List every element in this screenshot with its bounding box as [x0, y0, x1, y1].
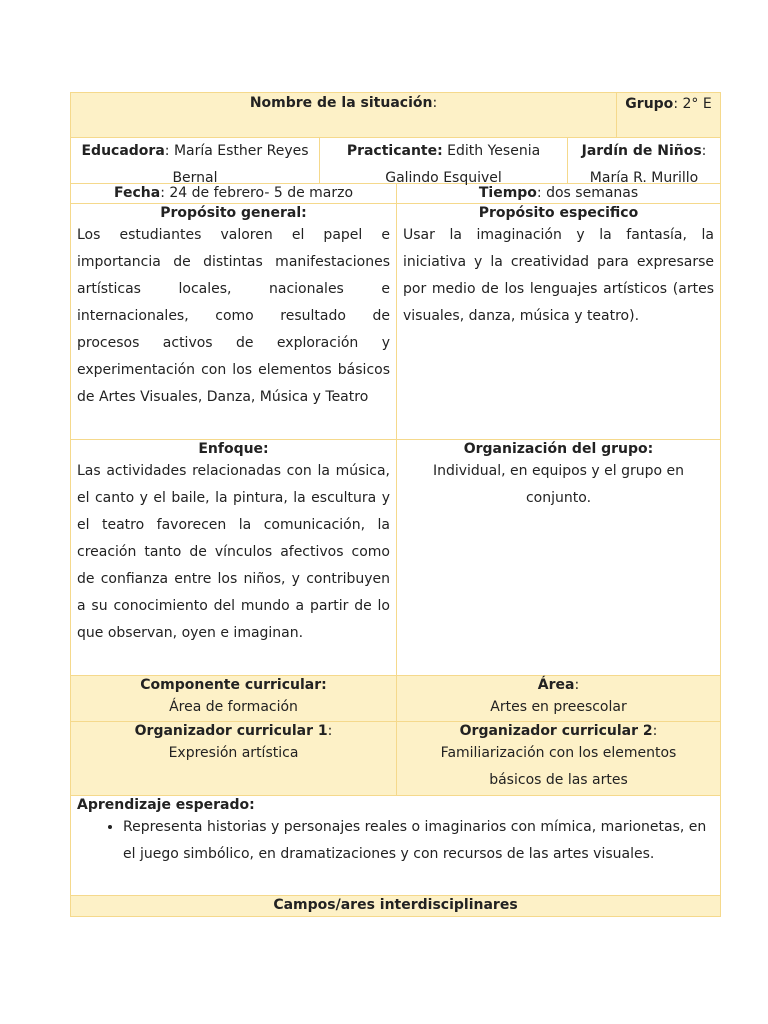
row-fecha: [70, 184, 721, 204]
organizador1-title: Organizador curricular 1: [134, 723, 328, 739]
aprendizaje-list: [77, 814, 714, 868]
enfoque-title: Enfoque:: [198, 441, 269, 457]
proposito-especifico-text: Usar la imaginación y la fantasía, la iniciativa y la creatividad para expresarse por medio de los lenguajes artísticos (artes visuales, danza, música y teatro).: [403, 227, 714, 324]
row-educadora: [70, 138, 721, 184]
jardin-value: : María R. Murillo: [589, 143, 707, 186]
organizador1-suffix: :: [327, 723, 333, 739]
proposito-especifico-cell: [397, 204, 721, 440]
organizador2-cell: [397, 722, 721, 796]
fecha-value: : 24 de febrero- 5 de marzo: [160, 185, 354, 201]
jardin-cell: [568, 138, 721, 184]
campos-cell: [70, 896, 721, 917]
educadora-label: Educadora: [81, 143, 165, 159]
practicante-label: Practicante:: [346, 143, 443, 159]
organizador1-cell: [70, 722, 397, 796]
grupo-cell: [617, 92, 721, 138]
planning-table: [70, 92, 721, 917]
enfoque-text: Las actividades relacionadas con la música, el canto y el baile, la pintura, la escultura y el teatro favorecen la comunicación, la creación tanto de vínculos afectivos como de confianza entre los niños, y contribuyen a su conocimiento del mundo a partir de lo que observan, oyen e imaginan.: [77, 463, 390, 641]
organizador2-suffix: :: [652, 723, 658, 739]
practicante-value: Edith Yesenia Galindo Esquivel: [385, 143, 541, 186]
practicante-cell: [320, 138, 568, 184]
organizador1-value: Expresión artística: [168, 745, 299, 761]
aprendizaje-item: • Representa historias y personajes reales o imaginarios con mímica, marionetas, en el juego simbólico, en dramatizaciones y con recursos de las artes visuales.: [123, 814, 714, 868]
row-organizadores: [70, 722, 721, 796]
grupo-label: Grupo: [625, 96, 674, 112]
situacion-cell: [70, 92, 617, 138]
aprendizaje-cell: [70, 796, 721, 896]
tiempo-label: Tiempo: [478, 185, 537, 201]
row-situacion: [70, 92, 721, 138]
row-enfoque: [70, 440, 721, 676]
educadora-cell: [70, 138, 320, 184]
tiempo-value: : dos semanas: [536, 185, 639, 201]
fecha-cell: [70, 184, 397, 204]
grupo-value: : 2° E: [673, 96, 712, 112]
proposito-general-cell: [70, 204, 397, 440]
enfoque-cell: [70, 440, 397, 676]
organizador2-title: Organizador curricular 2: [459, 723, 653, 739]
area-cell: [397, 676, 721, 722]
organizacion-cell: [397, 440, 721, 676]
row-aprendizaje: [70, 796, 721, 896]
area-suffix: :: [574, 677, 580, 693]
organizacion-title: Organización del grupo:: [463, 441, 654, 457]
situacion-suffix: :: [432, 95, 438, 111]
campos-title: Campos/ares interdisciplinares: [273, 897, 518, 913]
aprendizaje-title: Aprendizaje esperado:: [77, 797, 255, 813]
area-title: Área: [537, 677, 575, 693]
row-componente: [70, 676, 721, 722]
proposito-especifico-title: Propósito especifico: [478, 205, 639, 221]
situacion-label: Nombre de la situación: [249, 95, 433, 111]
organizador2-value: Familiarización con los elementos básicos de las artes: [440, 745, 677, 788]
jardin-label: Jardín de Niños: [581, 143, 702, 159]
row-propositos: [70, 204, 721, 440]
componente-value: Área de formación: [169, 699, 298, 715]
row-campos: [70, 896, 721, 917]
educadora-value: : María Esther Reyes Bernal: [164, 143, 309, 186]
proposito-general-title: Propósito general:: [160, 205, 307, 221]
componente-title: Componente curricular:: [140, 677, 327, 693]
fecha-label: Fecha: [113, 185, 161, 201]
componente-cell: [70, 676, 397, 722]
organizacion-text: Individual, en equipos y el grupo en conjunto.: [432, 463, 685, 506]
proposito-general-text: Los estudiantes valoren el papel e importancia de distintas manifestaciones artísticas locales, nacionales e internacionales, como resultado de procesos activos de exploración y experimentación con los elementos básicos de Artes Visuales, Danza, Música y Teatro: [77, 227, 390, 405]
area-value: Artes en preescolar: [490, 699, 627, 715]
tiempo-cell: [397, 184, 721, 204]
